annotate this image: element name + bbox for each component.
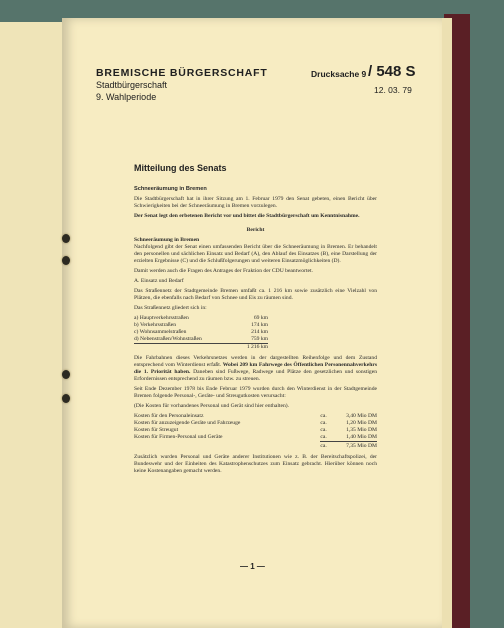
bericht-subheading: Schneeräumung in Bremen — [134, 237, 200, 243]
table-row — [134, 336, 268, 343]
drucksache-number: / 548 S — [368, 63, 416, 80]
network-value: 174 km — [251, 322, 268, 328]
cost-value: 3,40 Mio DM — [346, 413, 377, 419]
table-row — [134, 329, 268, 336]
document-date: 12. 03. 79 — [374, 85, 412, 95]
network-total: 1 216 km — [246, 344, 268, 350]
period-label: 9. Wahlperiode — [96, 92, 157, 102]
page-number: — 1 — — [240, 562, 265, 571]
network-label: c) Wohnsammelstraßen — [134, 329, 187, 335]
paragraph-network: Das Straßennetz der Stadtgemeinde Bremen umfaßt ca. 1 216 km sowie zusätzlich eine Vielzahl von Plätzen, die ebenfalls nach Bedarf von Schnee und Eis zu räumen sind. — [134, 288, 377, 301]
table-row — [134, 427, 377, 434]
cost-label: Kosten für den Personaleinsatz — [134, 413, 204, 419]
chamber-name: Stadtbürgerschaft — [96, 80, 168, 90]
table-row — [134, 434, 377, 441]
priorities-text-1: Die Fahrbahnen dieses Verkehrsnetzes werden in der dargestellten Reihenfolge und dem Zustand entsprechend vom Winterdienst erfaßt. — [134, 355, 377, 368]
document-title: Mitteilung des Senats — [134, 163, 227, 173]
cost-prefix: ca. — [320, 427, 327, 433]
cost-table — [134, 413, 377, 450]
table-row — [134, 315, 268, 322]
table-row — [134, 322, 268, 329]
punch-hole — [62, 256, 70, 265]
cost-label: Kosten für Firmen-Personal und Geräte — [134, 434, 223, 440]
network-label: b) Verkehrsstraßen — [134, 322, 176, 328]
punch-hole — [62, 394, 70, 403]
cost-prefix: ca. — [320, 434, 327, 440]
table-row — [134, 420, 377, 427]
request-paragraph: Der Senat legt den erbetenen Bericht vor und bittet die Stadtbürgerschaft um Kenntnisnahme. — [134, 213, 360, 219]
priorities-text-2: Wobei 209 km Fahrwege des Öffentlichen Personennahverkehrs die 1. Priorität haben. — [134, 362, 377, 375]
cost-prefix: ca. — [320, 420, 327, 426]
cost-total-prefix: ca. — [320, 443, 327, 449]
paragraph-cdu: Damit werden auch die Fragen des Antrages der Fraktion der CDU beantwortet. — [134, 268, 313, 274]
subject-heading: Schneeräumung in Bremen — [134, 186, 207, 192]
cost-total-row — [134, 441, 377, 450]
table-row — [134, 413, 377, 420]
network-value: 69 km — [253, 315, 268, 321]
cost-value: 1,35 Mio DM — [346, 427, 377, 433]
network-label: d) Nebenstraßen/Wohnstraßen — [134, 336, 202, 342]
cost-value: 1,20 Mio DM — [346, 420, 377, 426]
cost-total: 7,35 Mio DM — [346, 443, 377, 449]
paragraph-costs-note: (Die Kosten für vorhandenes Personal und Gerät sind hier enthalten). — [134, 403, 290, 409]
left-facing-page — [0, 22, 70, 628]
network-total-row — [134, 343, 268, 351]
network-value: 759 km — [251, 336, 268, 342]
paragraph-additional: Zusätzlich wurden Personal und Geräte anderer Institutionen wie z. B. der Bereitschaftspolizei, der Bundeswehr und der Einheiten des Katastrophenschutzes zum Einsatz gebracht. Hierüber können noch keine Kostenangaben gemacht werden. — [134, 454, 377, 474]
cost-label: Kosten für anzuzeigende Geräte und Fahrzeuge — [134, 420, 241, 426]
paragraph-priorities — [134, 355, 377, 383]
document-body — [134, 186, 377, 478]
network-label: a) Hauptverkehrsstraßen — [134, 315, 189, 321]
paragraph-overview: Nachfolgend gibt der Senat einen umfassenden Bericht über die Schneeräumung in Bremen. Er behandelt den personellen und sächlichen Einsatz und Bedarf (A), den Ablauf des Einsatzes (B), eine Darstellung der erzielten Ergebnisse (C) und die Schlußfolgerungen und weiteren Einsatzmöglichkeiten (D). — [134, 244, 377, 264]
bericht-heading: Bericht — [246, 227, 265, 233]
priorities-text-3: Daneben sind Fußwege, Radwege und Plätze den gesetzlichen und sonstigen Erfordernissen entsprechend zu räumen bzw. zu streuen. — [134, 369, 377, 382]
drucksache-label: Drucksache 9 — [311, 69, 367, 79]
cost-value: 1,40 Mio DM — [346, 434, 377, 440]
org-name: BREMISCHE BÜRGERSCHAFT — [96, 67, 268, 79]
cost-label: Kosten für Streugut — [134, 427, 179, 433]
section-a-heading: A. Einsatz und Bedarf — [134, 278, 184, 284]
paragraph-network-intro: Das Straßennetz gliedert sich in: — [134, 305, 207, 311]
network-value: 214 km — [251, 329, 268, 335]
network-table — [134, 315, 268, 351]
punch-hole — [62, 234, 70, 243]
intro-paragraph: Die Stadtbürgerschaft hat in ihrer Sitzung am 1. Februar 1979 den Senat gebeten, einen Bericht über Schwierigkeiten bei der Schneeräumung in Bremen vorzulegen. — [134, 196, 377, 209]
cost-prefix: ca. — [320, 413, 327, 419]
paragraph-costs-intro: Seit Ende Dezember 1978 bis Ende Februar 1979 wurden durch den Winterdienst in der Stadtgemeinde Bremen folgende Personal-, Geräte- und Streugutkosten verursacht: — [134, 386, 377, 399]
punch-hole — [62, 370, 70, 379]
